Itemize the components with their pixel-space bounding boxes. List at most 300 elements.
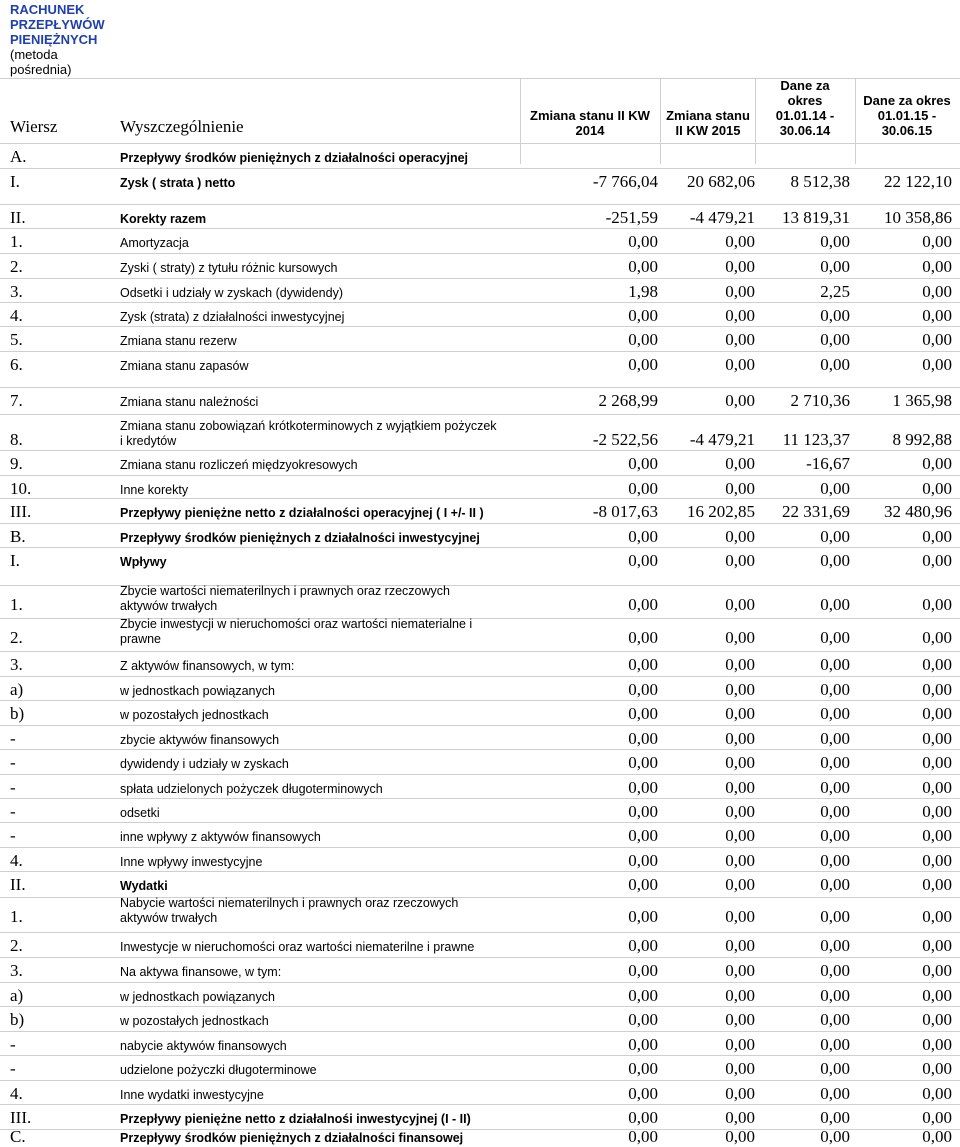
row-description-line: udzielone pożyczki długoterminowe: [120, 1063, 317, 1077]
row-description: [120, 708, 269, 723]
table-row: [0, 618, 960, 648]
header-col-4: Dane za okres 01.01.15 - 30.06.15: [863, 93, 951, 138]
header-col-3: Dane za okres 01.01.14 - 30.06.14: [775, 78, 835, 138]
row-value-col-1: 0,00: [628, 826, 658, 845]
row-value-col-2: 0,00: [725, 232, 755, 251]
row-divider: [0, 749, 960, 750]
row-description: [120, 879, 168, 894]
row-description: [120, 212, 206, 227]
row-description-line: Inwestycje w nieruchomości oraz wartości niematerilne i prawne: [120, 940, 475, 954]
row-value-col-1: 0,00: [628, 527, 658, 546]
row-description: [120, 310, 344, 325]
row-value-col-4: 22 122,10: [884, 172, 952, 191]
table-row: [0, 1055, 960, 1079]
table-row: [0, 523, 960, 547]
row-divider: [0, 253, 960, 254]
row-description-line: Odsetki i udziały w zyskach (dywidendy): [120, 286, 343, 300]
row-number: 4.: [10, 1084, 23, 1103]
row-value-col-2: 0,00: [725, 655, 755, 674]
row-value-col-2: 0,00: [725, 551, 755, 570]
row-divider: [0, 523, 960, 524]
table-row: [0, 475, 960, 499]
row-number: 6.: [10, 355, 23, 374]
table-row: [0, 676, 960, 700]
row-number: a): [10, 986, 24, 1005]
row-description-line: Wpływy: [120, 555, 167, 569]
row-description: [120, 990, 275, 1005]
row-description-line: Przepływy środków pieniężnych z działalności finansowej: [120, 1131, 464, 1145]
row-value-col-4: 0,00: [922, 826, 952, 845]
row-value-col-1: 0,00: [628, 232, 658, 251]
row-value-col-3: 0,00: [820, 875, 850, 894]
row-divider: [0, 798, 960, 799]
row-value-col-3: 0,00: [820, 595, 850, 614]
row-description-line: aktywów trwałych: [120, 599, 218, 613]
row-value-col-1: 0,00: [628, 1084, 658, 1103]
row-value-col-4: 0,00: [922, 527, 952, 546]
row-description: [120, 176, 235, 191]
row-number: b): [10, 1010, 25, 1029]
row-value-col-4: 0,00: [922, 655, 952, 674]
row-divider: [0, 326, 960, 327]
row-value-col-4: 10 358,86: [884, 208, 952, 227]
row-description-line: Zmiana stanu należności: [120, 395, 259, 409]
row-value-col-3: 0,00: [820, 1059, 850, 1078]
row-value-col-1: 0,00: [628, 936, 658, 955]
row-description: [120, 286, 343, 301]
row-value-col-1: 0,00: [628, 1108, 658, 1127]
row-number: 8.: [10, 430, 23, 449]
row-divider: [0, 676, 960, 677]
row-value-col-1: 0,00: [628, 655, 658, 674]
row-value-col-2: 0,00: [725, 961, 755, 980]
row-value-col-1: 0,00: [628, 680, 658, 699]
row-description-line: Amortyzacja: [120, 236, 189, 250]
row-value-col-1: 0,00: [628, 551, 658, 570]
row-divider: [0, 278, 960, 279]
table-row: [0, 798, 960, 822]
row-description-line: Na aktywa finansowe, w tym:: [120, 965, 282, 979]
table-row: [0, 585, 960, 615]
row-value-col-2: 0,00: [725, 680, 755, 699]
row-description: [120, 483, 188, 498]
row-value-col-1: 0,00: [628, 454, 658, 473]
row-value-col-1: 0,00: [628, 778, 658, 797]
table-row: [0, 957, 960, 981]
row-value-col-1: 0,00: [628, 729, 658, 748]
row-value-col-3: 8 512,38: [790, 172, 850, 191]
row-divider: [0, 982, 960, 983]
row-value-col-4: 0,00: [922, 1108, 952, 1127]
table-row: [0, 749, 960, 773]
header-col-2: Zmiana stanu II KW 2015: [666, 108, 750, 138]
row-number: 4.: [10, 851, 23, 870]
row-value-col-2: 0,00: [725, 282, 755, 301]
row-value-col-2: 0,00: [725, 802, 755, 821]
row-description: [120, 531, 480, 546]
row-value-col-3: 0,00: [820, 232, 850, 251]
row-value-col-4: 0,00: [922, 1035, 952, 1054]
table-row: [0, 228, 960, 252]
row-value-col-3: 0,00: [820, 704, 850, 723]
row-value-col-2: 0,00: [725, 1084, 755, 1103]
row-value-col-1: 0,00: [628, 257, 658, 276]
row-number: 1.: [10, 232, 23, 251]
row-value-col-3: 0,00: [820, 729, 850, 748]
row-value-col-4: 0,00: [922, 232, 952, 251]
row-description: [120, 1063, 317, 1078]
row-value-col-2: 0,00: [725, 753, 755, 772]
row-value-col-2: 0,00: [725, 306, 755, 325]
row-description-line: nabycie aktywów finansowych: [120, 1039, 287, 1053]
row-value-col-2: 0,00: [725, 1035, 755, 1054]
row-description: [120, 617, 472, 647]
row-description-line: Zbycie inwestycji w nieruchomości oraz wartości niematerialne i: [120, 617, 473, 631]
row-value-col-1: 0,00: [628, 851, 658, 870]
row-description-line: Zbycie wartości niematerilnych i prawnych oraz rzeczowych: [120, 584, 450, 598]
row-value-col-1: -251,59: [605, 208, 658, 227]
row-value-col-2: 0,00: [725, 704, 755, 723]
table-row: [0, 700, 960, 724]
row-number: -: [10, 1035, 16, 1054]
table-row: [0, 143, 960, 167]
row-value-col-2: 0,00: [725, 595, 755, 614]
table-row: [0, 450, 960, 474]
row-value-col-1: -8 017,63: [592, 502, 658, 521]
row-description-line: w jednostkach powiązanych: [120, 684, 275, 698]
row-value-col-3: 13 819,31: [782, 208, 850, 227]
row-description: [120, 782, 383, 797]
row-divider: [0, 143, 960, 144]
row-description-line: Nabycie wartości niematerilnych i prawnych oraz rzeczowych: [120, 896, 459, 910]
row-value-col-2: 20 682,06: [687, 172, 755, 191]
row-divider: [0, 774, 960, 775]
row-value-col-1: 0,00: [628, 907, 658, 926]
table-row: [0, 774, 960, 798]
header-wyszczegolnienie: Wyszczególnienie: [120, 117, 244, 136]
row-value-col-3: 0,00: [820, 680, 850, 699]
row-value-col-4: 0,00: [922, 551, 952, 570]
row-value-col-1: 0,00: [628, 961, 658, 980]
row-value-col-3: 0,00: [820, 355, 850, 374]
row-value-col-1: -2 522,56: [592, 430, 658, 449]
row-value-col-2: 0,00: [725, 1127, 755, 1146]
row-divider: [0, 822, 960, 823]
table-row: [0, 253, 960, 277]
row-description: [120, 855, 262, 870]
row-value-col-4: 0,00: [922, 753, 952, 772]
table-row: [0, 932, 960, 956]
row-value-col-3: 0,00: [820, 907, 850, 926]
row-number: 2.: [10, 936, 23, 955]
row-value-col-4: 0,00: [922, 628, 952, 647]
row-description: [120, 359, 249, 374]
table-row: [0, 1006, 960, 1030]
row-value-col-4: 8 992,88: [892, 430, 952, 449]
row-number: 2.: [10, 257, 23, 276]
row-value-col-2: 0,00: [725, 628, 755, 647]
row-value-col-2: 0,00: [725, 875, 755, 894]
row-value-col-1: -7 766,04: [592, 172, 658, 191]
row-value-col-1: 0,00: [628, 306, 658, 325]
row-number: A.: [10, 147, 27, 166]
row-value-col-3: 0,00: [820, 826, 850, 845]
row-description-line: Zmiana stanu rezerw: [120, 334, 237, 348]
row-number: 3.: [10, 282, 23, 301]
row-divider: [0, 932, 960, 933]
row-value-col-4: 0,00: [922, 355, 952, 374]
row-number: -: [10, 729, 16, 748]
row-value-col-4: 0,00: [922, 257, 952, 276]
row-value-col-4: 0,00: [922, 330, 952, 349]
row-number: 3.: [10, 655, 23, 674]
row-description: [120, 684, 275, 699]
table-row: [0, 982, 960, 1006]
row-description: [120, 896, 458, 926]
row-description-line: Wydatki: [120, 879, 168, 893]
row-description-line: inne wpływy z aktywów finansowych: [120, 830, 321, 844]
row-number: -: [10, 1059, 16, 1078]
row-divider: [0, 871, 960, 872]
row-divider: [0, 450, 960, 451]
row-number: 9.: [10, 454, 23, 473]
title-line-4: (metoda: [10, 47, 58, 62]
row-value-col-4: 0,00: [922, 282, 952, 301]
row-description-line: Przepływy środków pieniężnych z działalności inwestycyjnej: [120, 531, 480, 545]
row-value-col-1: 0,00: [628, 875, 658, 894]
row-description-line: Inne korekty: [120, 483, 189, 497]
row-description-line: spłata udzielonych pożyczek długoterminowych: [120, 782, 383, 796]
row-number: B.: [10, 527, 26, 546]
row-divider: [0, 651, 960, 652]
row-value-col-1: 0,00: [628, 1059, 658, 1078]
row-number: 7.: [10, 391, 23, 410]
table-row: [0, 1080, 960, 1104]
row-value-col-2: 16 202,85: [687, 502, 755, 521]
row-value-col-3: 0,00: [820, 753, 850, 772]
row-description-line: Zysk ( strata ) netto: [120, 176, 236, 190]
row-number: II.: [10, 875, 26, 894]
header-col-1: Zmiana stanu II KW 2014: [530, 108, 650, 138]
row-value-col-1: 0,00: [628, 802, 658, 821]
row-description-line: prawne: [120, 632, 161, 646]
row-description: [120, 1131, 463, 1146]
row-description: [120, 830, 321, 845]
row-description-line: Przepływy pieniężne netto z działalnośi inwestycyjnej (I - II): [120, 1112, 471, 1126]
row-divider: [0, 302, 960, 303]
row-value-col-3: 0,00: [820, 1108, 850, 1127]
row-value-col-3: 0,00: [820, 961, 850, 980]
row-description: [120, 757, 289, 772]
row-value-col-2: -4 479,21: [689, 208, 755, 227]
row-value-col-1: 0,00: [628, 595, 658, 614]
row-description-line: Przepływy pieniężne netto z działalności operacyjnej ( I +/- II ): [120, 506, 484, 520]
table-row: [0, 326, 960, 350]
row-value-col-2: 0,00: [725, 479, 755, 498]
row-description: [120, 555, 167, 570]
row-number: -: [10, 802, 16, 821]
title-line-3: PIENIĘŻNYCH: [10, 32, 98, 47]
row-description: [120, 940, 474, 955]
row-value-col-1: 0,00: [628, 479, 658, 498]
row-value-col-2: 0,00: [725, 986, 755, 1005]
row-value-col-2: 0,00: [725, 330, 755, 349]
row-value-col-4: 0,00: [922, 961, 952, 980]
row-description: [120, 1039, 287, 1054]
row-number: 5.: [10, 330, 23, 349]
row-value-col-2: 0,00: [725, 527, 755, 546]
row-value-col-4: 0,00: [922, 680, 952, 699]
row-number: b): [10, 704, 25, 723]
row-value-col-3: 0,00: [820, 936, 850, 955]
row-description: [120, 419, 497, 449]
row-value-col-1: 0,00: [628, 986, 658, 1005]
row-description-line: zbycie aktywów finansowych: [120, 733, 280, 747]
row-description-line: w pozostałych jednostkach: [120, 1014, 269, 1028]
row-value-col-4: 0,00: [922, 1010, 952, 1029]
row-value-col-4: 0,00: [922, 729, 952, 748]
row-value-col-3: 0,00: [820, 1010, 850, 1029]
table-row: [0, 387, 960, 411]
row-value-col-4: 0,00: [922, 1084, 952, 1103]
row-value-col-1: 0,00: [628, 330, 658, 349]
row-number: I.: [10, 172, 20, 191]
row-description: [120, 151, 468, 166]
row-value-col-2: 0,00: [725, 936, 755, 955]
row-value-col-1: 0,00: [628, 1035, 658, 1054]
row-value-col-2: 0,00: [725, 826, 755, 845]
row-description-line: odsetki: [120, 806, 160, 820]
row-number: III.: [10, 1108, 32, 1127]
row-description: [120, 458, 358, 473]
row-number: 1.: [10, 595, 23, 614]
row-number: -: [10, 753, 16, 772]
row-value-col-3: 11 123,37: [782, 430, 850, 449]
row-value-col-4: 0,00: [922, 802, 952, 821]
row-value-col-3: 0,00: [820, 628, 850, 647]
row-value-col-1: 0,00: [628, 355, 658, 374]
row-value-col-3: 0,00: [820, 851, 850, 870]
row-number: -: [10, 826, 16, 845]
row-description-line: aktywów trwałych: [120, 911, 218, 925]
row-description: [120, 733, 279, 748]
row-value-col-4: 0,00: [922, 875, 952, 894]
table-row: [0, 414, 960, 450]
table-row: [0, 847, 960, 871]
row-description: [120, 1088, 264, 1103]
table-row: [0, 822, 960, 846]
row-value-col-4: 0,00: [922, 778, 952, 797]
row-value-col-2: 0,00: [725, 851, 755, 870]
row-description-line: Przepływy środków pieniężnych z działalności operacyjnej: [120, 151, 469, 165]
title-line-1: RACHUNEK: [10, 2, 85, 17]
row-value-col-4: 0,00: [922, 704, 952, 723]
row-divider: [0, 228, 960, 229]
row-description: [120, 395, 258, 410]
row-value-col-3: 0,00: [820, 1084, 850, 1103]
row-value-col-2: 0,00: [725, 391, 755, 410]
row-number: 4.: [10, 306, 23, 325]
table-row: [0, 725, 960, 749]
row-number: I.: [10, 551, 20, 570]
row-value-col-3: 0,00: [820, 479, 850, 498]
row-description: [120, 659, 294, 674]
row-value-col-4: 0,00: [922, 479, 952, 498]
row-value-col-3: 2,25: [820, 282, 850, 301]
row-value-col-3: 2 710,36: [790, 391, 850, 410]
row-value-col-2: -4 479,21: [689, 430, 755, 449]
row-value-col-3: 0,00: [820, 986, 850, 1005]
row-value-col-4: 0,00: [922, 986, 952, 1005]
row-divider: [0, 700, 960, 701]
row-value-col-1: 0,00: [628, 1010, 658, 1029]
row-value-col-4: 32 480,96: [884, 502, 952, 521]
row-value-col-4: 0,00: [922, 936, 952, 955]
row-value-col-3: 0,00: [820, 802, 850, 821]
row-divider: [0, 547, 960, 548]
row-number: 2.: [10, 628, 23, 647]
table-row: [0, 1031, 960, 1055]
row-description-line: Zmiana stanu zapasów: [120, 359, 249, 373]
row-description: [120, 334, 237, 349]
row-description: [120, 236, 189, 251]
row-value-col-2: 0,00: [725, 1059, 755, 1078]
row-description-line: w pozostałych jednostkach: [120, 708, 269, 722]
row-divider: [0, 1006, 960, 1007]
row-divider: [0, 351, 960, 352]
row-description-line: Zmiana stanu rozliczeń międzyokresowych: [120, 458, 358, 472]
row-number: III.: [10, 502, 32, 521]
row-description-line: Z aktywów finansowych, w tym:: [120, 659, 295, 673]
row-value-col-1: 2 268,99: [598, 391, 658, 410]
row-number: 3.: [10, 961, 23, 980]
table-row: [0, 547, 960, 571]
row-divider: [0, 1031, 960, 1032]
row-description: [120, 965, 281, 980]
row-value-col-4: 0,00: [922, 907, 952, 926]
row-value-col-2: 0,00: [725, 257, 755, 276]
row-value-col-2: 0,00: [725, 355, 755, 374]
table-row: [0, 278, 960, 302]
row-description-line: Zyski ( straty) z tytułu różnic kursowych: [120, 261, 338, 275]
row-description: [120, 261, 337, 276]
table-row: [0, 897, 960, 927]
row-description-line: Inne wydatki inwestycyjne: [120, 1088, 264, 1102]
row-description-line: i kredytów: [120, 434, 177, 448]
row-description-line: w jednostkach powiązanych: [120, 990, 275, 1004]
row-number: a): [10, 680, 24, 699]
row-value-col-1: 0,00: [628, 704, 658, 723]
row-description-line: Zmiana stanu zobowiązań krótkoterminowych z wyjątkiem pożyczek: [120, 419, 497, 433]
row-value-col-2: 0,00: [725, 1108, 755, 1127]
table-row: [0, 498, 960, 522]
row-value-col-2: 0,00: [725, 729, 755, 748]
row-value-col-2: 0,00: [725, 1010, 755, 1029]
table-row: [0, 871, 960, 895]
row-number: C.: [10, 1127, 26, 1146]
row-divider: [0, 1129, 960, 1130]
row-description: [120, 1014, 269, 1029]
header-wiersz: Wiersz: [10, 117, 58, 136]
row-number: II.: [10, 208, 26, 227]
row-description-line: Korekty razem: [120, 212, 207, 226]
table-row: [0, 651, 960, 675]
table-row: [0, 1129, 960, 1147]
title-line-5: pośrednia): [10, 62, 72, 77]
row-divider: [0, 475, 960, 476]
row-description-line: Inne wpływy inwestycyjne: [120, 855, 263, 869]
row-divider: [0, 957, 960, 958]
